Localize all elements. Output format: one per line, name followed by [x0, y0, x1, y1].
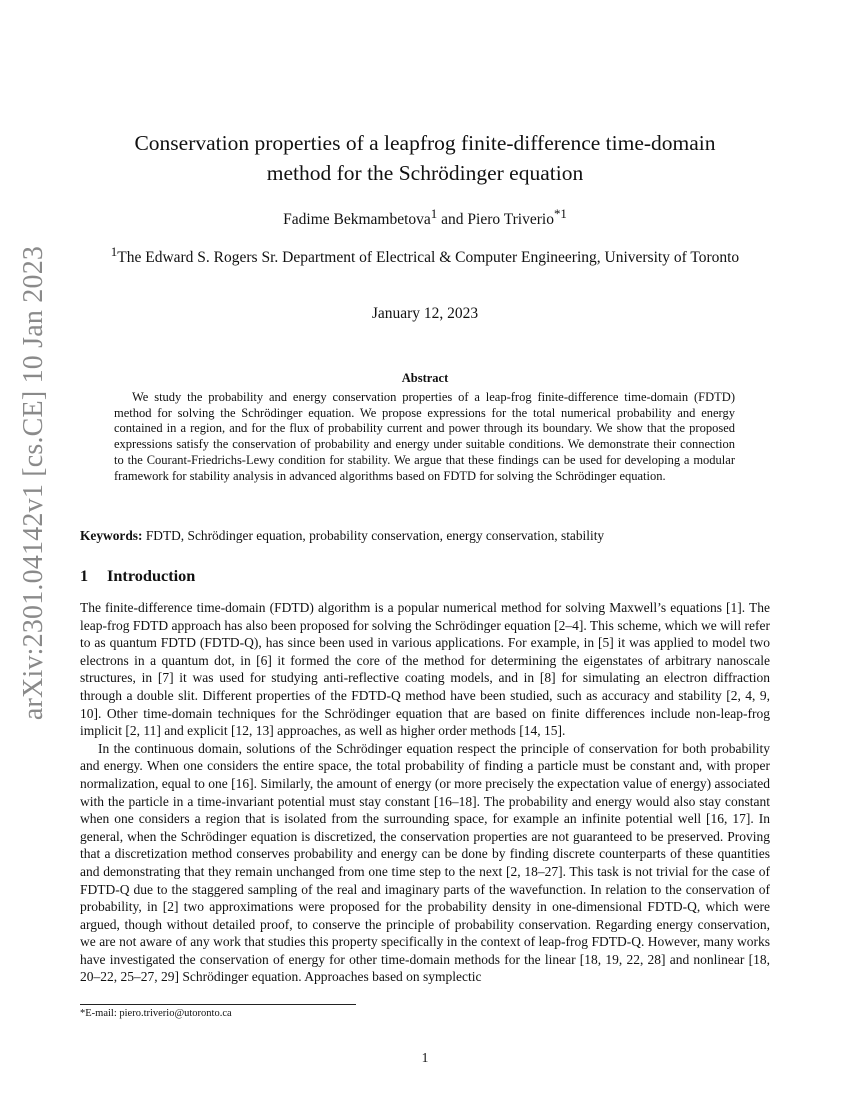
author-name: Piero Triverio: [467, 211, 554, 229]
affiliation: [90, 241, 760, 269]
author-list: [90, 206, 760, 229]
author-affiliation-mark: 1: [430, 206, 438, 221]
section-body: [80, 599, 770, 986]
paragraph: In the continuous domain, solutions of the Schrödinger equation respect the principle of conservation for both probability and energy. When one considers the entire space, the total probability of finding a particle must be constant and, with proper normalization, equal to one [16]. Similarly, the amount of energy (or more precisely the expectation value of energy) associated with the particle in a time-invariant potential must stay constant [16–18]. The probability and energy would also stay constant when one considers a region that is isolated from the surrounding space, for example an infinite potential well [16, 17]. In general, when the Schrödinger equation is discretized, the conservation properties are not guaranteed to be preserved. Proving that a discretization method conserves probability and energy can be done by finding discrete counterparts of these quantities and demonstrating that they remain unchanged from one time step to the next [2, 18–27]. This task is not trivial for the case of FDTD-Q due to the staggered sampling of the real and imaginary parts of the wavefunction. In relation to the conservation of probability, in [2] two approximations were proposed for the probability density in one-dimensional FDTD-Q, which were argued, though without detailed proof, to conserve the principle of probability conservation. Regarding energy conservation, we are not aware of any work that studies this property specifically in the context of leap-frog FDTD-Q. However, many works have investigated the conservation of energy for other time-domain methods for the linear [18, 19, 22, 28] and nonlinear [18, 20–22, 25–27, 29] Schrödinger equation. Approaches based on symplectic: [80, 740, 770, 985]
title-line-1: Conservation properties of a leapfrog finite-difference time-domain: [134, 131, 716, 155]
author-name: Fadime Bekmambetova: [283, 211, 431, 229]
abstract-text: We study the probability and energy conservation properties of a leap-frog finite-difference time-domain (FDTD) method for solving the Schrödinger equation. We propose expressions for the total numerical probability and energy contained in a region, and for the flux of probability current and power through its boundary. We show that the proposed expressions satisfy the conservation of probability and energy under suitable conditions. We demonstrate their connection to the Courant-Friedrichs-Lewy condition for stability. We argue that these findings can be used for developing a modular framework for stability analysis in advanced algorithms based on FDTD for solving the Schrödinger equation.: [114, 390, 735, 483]
section-title: Introduction: [107, 566, 196, 585]
footnote: *E-mail: piero.triverio@utoronto.ca: [80, 1008, 232, 1019]
keywords-label: Keywords:: [80, 528, 143, 543]
footnote-divider: [80, 1004, 356, 1005]
section-heading: [80, 566, 195, 586]
page-number: 1: [421, 1050, 429, 1065]
affiliation-text: The Edward S. Rogers Sr. Department of Electrical & Computer Engineering, University of Toronto: [117, 249, 740, 267]
paper-title: [90, 128, 760, 188]
arxiv-sidebar: [12, 245, 56, 721]
author-conjunction: and: [437, 211, 468, 229]
keywords-text: FDTD, Schrödinger equation, probability conservation, energy conservation, stability: [145, 528, 605, 543]
publication-date: January 12, 2023: [371, 305, 479, 322]
arxiv-identifier: arXiv:2301.04142v1 [cs.CE] 10 Jan 2023: [18, 245, 49, 721]
author-affiliation-mark: *1: [553, 206, 567, 221]
affiliation-mark: 1: [110, 244, 118, 259]
keywords-line: [80, 528, 770, 544]
abstract-heading: Abstract: [401, 371, 449, 385]
section-number: 1: [80, 566, 89, 585]
paragraph: The finite-difference time-domain (FDTD) algorithm is a popular numerical method for solving Maxwell’s equations [1]. The leap-frog FDTD approach has also been proposed for solving the Schrödinger equation [2–4]. This scheme, which we will refer to as quantum FDTD (FDTD-Q), has since been used in various applications. For example, in [5] it was applied to model two electrons in a quantum dot, in [6] it formed the core of the method for determining the eigenstates of arbitrary nanoscale structures, in [7] it was used for studying anti-reflective coating models, and in [8] for simulating an electron diffraction through a double slit. Different properties of the FDTD-Q method have been studied, such as accuracy and stability [2, 4, 9, 10]. Other time-domain techniques for the Schrödinger equation that are based on finite differences include non-leap-frog implicit [2, 11] and explicit [12, 13] approaches, as well as higher order methods [14, 15].: [80, 600, 770, 739]
title-line-2: method for the Schrödinger equation: [266, 161, 584, 185]
